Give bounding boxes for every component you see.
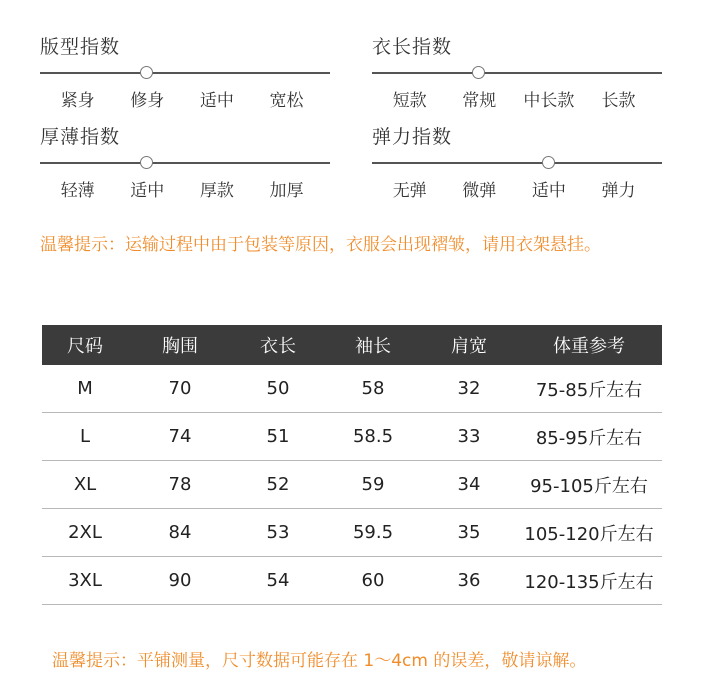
thickness-index-title: 厚薄指数 xyxy=(40,126,121,148)
thickness-option: 轻薄 xyxy=(60,181,95,201)
elasticity-index-title: 弹力指数 xyxy=(372,126,453,148)
cell-weight: 75-85斤左右 xyxy=(516,365,662,413)
cell-chest: 78 xyxy=(128,461,232,509)
cell-length: 54 xyxy=(232,557,324,605)
cell-chest: 70 xyxy=(128,365,232,413)
cell-size: 3XL xyxy=(42,557,128,605)
fit-option: 宽松 xyxy=(269,91,304,111)
cell-size: L xyxy=(42,413,128,461)
thickness-index xyxy=(40,126,330,201)
cell-length: 52 xyxy=(232,461,324,509)
header-chest: 胸围 xyxy=(128,325,232,365)
cell-shoulder: 36 xyxy=(422,557,516,605)
thickness-option: 厚款 xyxy=(199,181,234,201)
thickness-index-options xyxy=(40,176,330,201)
length-option: 短款 xyxy=(392,91,427,111)
cell-weight: 95-105斤左右 xyxy=(516,461,662,509)
elasticity-index-track xyxy=(372,162,662,164)
fit-option: 适中 xyxy=(199,91,234,111)
fit-option: 紧身 xyxy=(60,91,95,111)
table-row xyxy=(42,413,662,461)
cell-length: 51 xyxy=(232,413,324,461)
cell-length: 50 xyxy=(232,365,324,413)
size-table xyxy=(42,325,662,605)
length-index-track xyxy=(372,72,662,74)
cell-weight: 105-120斤左右 xyxy=(516,509,662,557)
table-row xyxy=(42,509,662,557)
thickness-option: 适中 xyxy=(130,181,165,201)
cell-sleeve: 58.5 xyxy=(324,413,422,461)
fit-index xyxy=(40,36,330,111)
length-index-options xyxy=(372,86,662,111)
fit-index-track xyxy=(40,72,330,74)
fit-option: 修身 xyxy=(130,91,165,111)
cell-chest: 74 xyxy=(128,413,232,461)
product-indices xyxy=(40,38,662,208)
measurement-tip: 温馨提示：平铺测量，尺寸数据可能存在 1～4cm 的误差，敬请谅解。 xyxy=(52,651,587,671)
cell-sleeve: 59 xyxy=(324,461,422,509)
shipping-tip: 温馨提示：运输过程中由于包装等原因，衣服会出现褶皱，请用衣架悬挂。 xyxy=(40,235,601,255)
table-row xyxy=(42,461,662,509)
cell-size: XL xyxy=(42,461,128,509)
size-table-header xyxy=(42,325,662,365)
cell-sleeve: 58 xyxy=(324,365,422,413)
cell-sleeve: 59.5 xyxy=(324,509,422,557)
cell-size: M xyxy=(42,365,128,413)
thickness-index-marker xyxy=(140,156,153,169)
length-index-marker xyxy=(472,66,485,79)
cell-chest: 84 xyxy=(128,509,232,557)
elasticity-option: 适中 xyxy=(531,181,566,201)
length-option: 常规 xyxy=(462,91,497,111)
cell-size: 2XL xyxy=(42,509,128,557)
length-index-title: 衣长指数 xyxy=(372,36,453,58)
header-weight: 体重参考 xyxy=(516,325,662,365)
cell-shoulder: 35 xyxy=(422,509,516,557)
cell-shoulder: 32 xyxy=(422,365,516,413)
cell-weight: 85-95斤左右 xyxy=(516,413,662,461)
thickness-option: 加厚 xyxy=(269,181,304,201)
elasticity-index xyxy=(372,126,662,201)
elasticity-option: 微弹 xyxy=(462,181,497,201)
fit-index-options xyxy=(40,86,330,111)
fit-index-title: 版型指数 xyxy=(40,36,121,58)
cell-length: 53 xyxy=(232,509,324,557)
header-shoulder: 肩宽 xyxy=(422,325,516,365)
header-length: 衣长 xyxy=(232,325,324,365)
elasticity-option: 弹力 xyxy=(601,181,636,201)
header-sleeve: 袖长 xyxy=(324,325,422,365)
elasticity-index-options xyxy=(372,176,662,201)
table-row xyxy=(42,557,662,605)
header-size: 尺码 xyxy=(42,325,128,365)
thickness-index-track xyxy=(40,162,330,164)
elasticity-index-marker xyxy=(542,156,555,169)
length-index xyxy=(372,36,662,111)
cell-shoulder: 33 xyxy=(422,413,516,461)
cell-shoulder: 34 xyxy=(422,461,516,509)
table-row xyxy=(42,365,662,413)
length-option: 长款 xyxy=(601,91,636,111)
cell-weight: 120-135斤左右 xyxy=(516,557,662,605)
elasticity-option: 无弹 xyxy=(392,181,427,201)
fit-index-marker xyxy=(140,66,153,79)
length-option: 中长款 xyxy=(523,91,575,111)
cell-chest: 90 xyxy=(128,557,232,605)
cell-sleeve: 60 xyxy=(324,557,422,605)
